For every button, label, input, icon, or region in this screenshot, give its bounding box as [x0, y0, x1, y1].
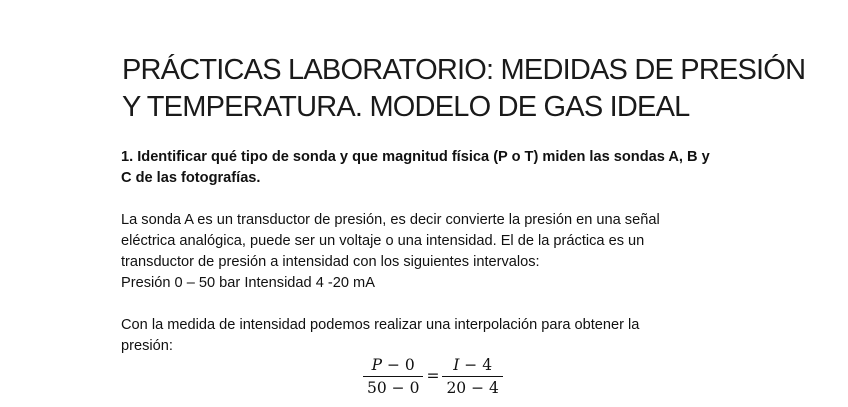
- paragraph-interpolation: [121, 315, 761, 357]
- left-numerator: P − 0: [371, 355, 415, 374]
- heading-line-2: C de las fotografías.: [121, 170, 261, 186]
- fraction-bar: [442, 376, 502, 377]
- paragraph-line: transductor de presión a intensidad con los siguientes intervalos:: [121, 254, 540, 270]
- equals-sign: =: [426, 367, 440, 385]
- right-denominator: 20 − 4: [446, 378, 499, 397]
- left-denominator: 50 − 0: [367, 378, 420, 397]
- paragraph-line: Con la medida de intensidad podemos realizar una interpolación para obtener la: [121, 317, 640, 333]
- heading-line-1: 1. Identificar qué tipo de sonda y que magnitud física (P o T) miden las sondas A, B y: [121, 149, 710, 165]
- paragraph-line: La sonda A es un transductor de presión, es decir convierte la presión en una señal: [121, 212, 660, 228]
- left-fraction: [363, 355, 423, 398]
- title-line-1: PRÁCTICAS LABORATORIO: MEDIDAS DE PRESIÓN: [122, 54, 806, 86]
- ranges-line: Presión 0 – 50 bar Intensidad 4 -20 mA: [121, 275, 375, 291]
- right-fraction: [442, 355, 502, 398]
- section-heading: [121, 147, 761, 189]
- title-line-2: Y TEMPERATURA. MODELO DE GAS IDEAL: [122, 91, 690, 123]
- interpolation-formula: [363, 352, 503, 400]
- paragraph-sonda-a: [121, 210, 761, 294]
- paragraph-line: presión:: [121, 338, 173, 354]
- right-numerator: I − 4: [453, 355, 493, 374]
- fraction-bar: [363, 376, 423, 377]
- page-title: [122, 52, 806, 126]
- paragraph-line: eléctrica analógica, puede ser un voltaje o una intensidad. El de la práctica es un: [121, 233, 645, 249]
